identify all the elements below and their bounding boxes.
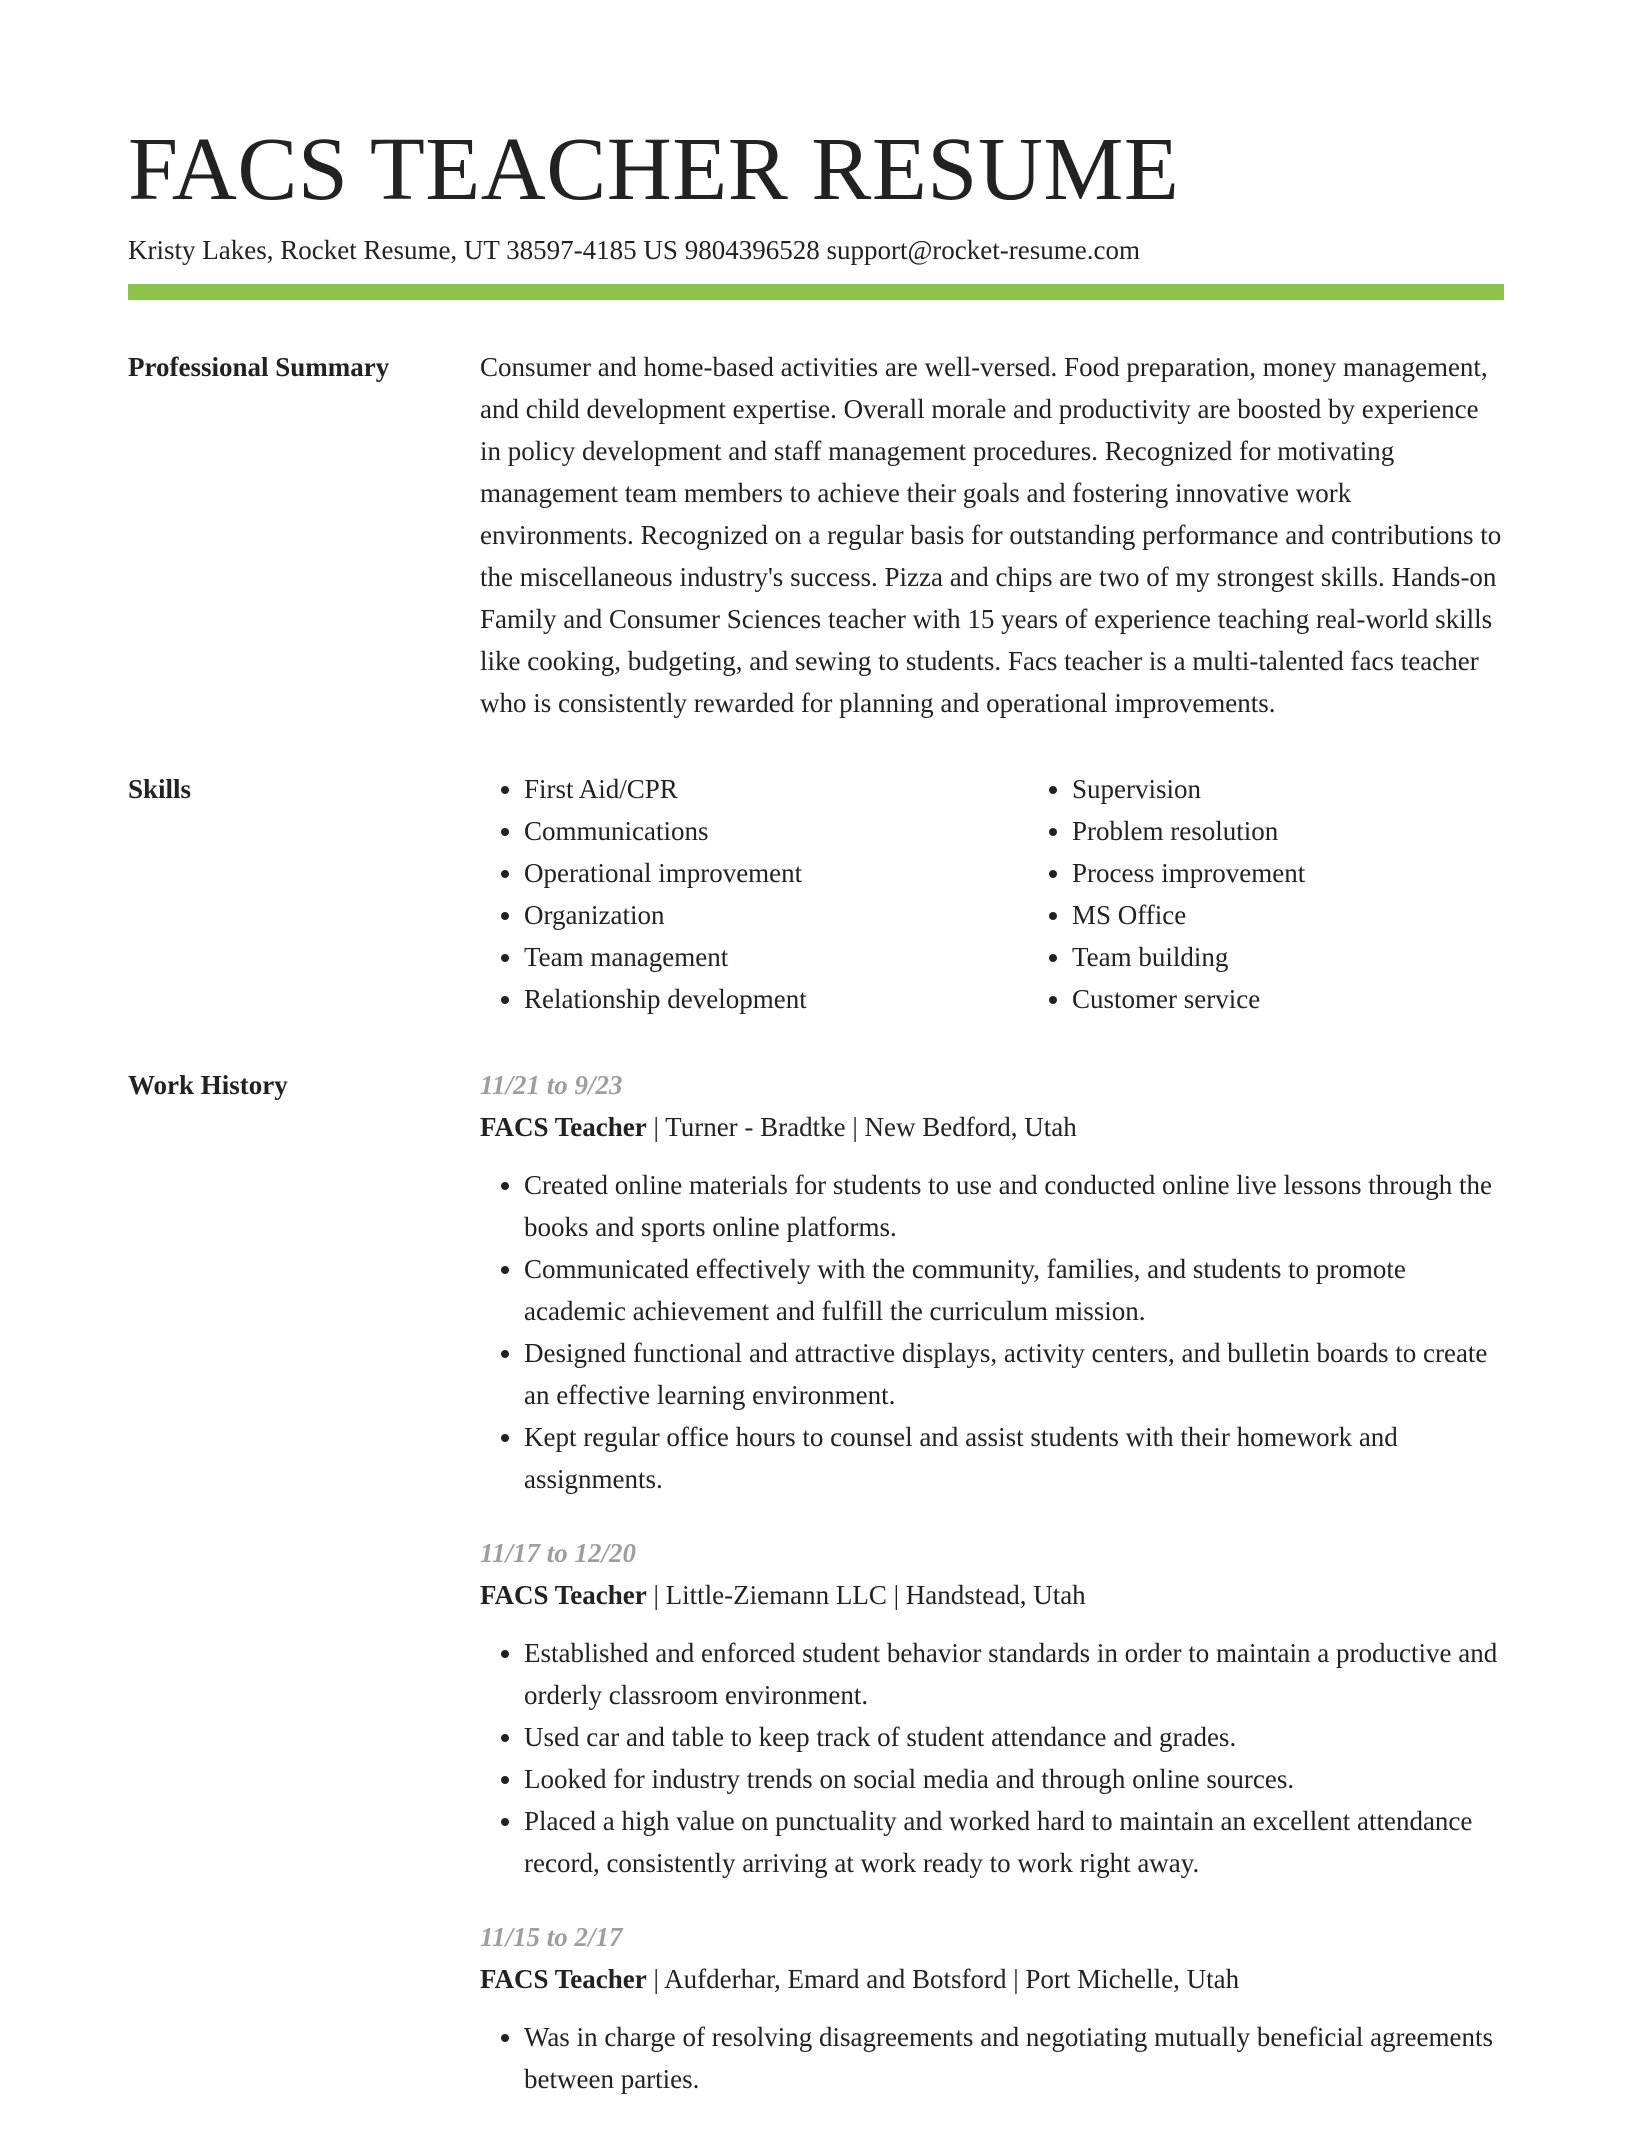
job-title: FACS Teacher: [480, 1112, 647, 1142]
skill-item: • Process improvement: [1072, 852, 1576, 894]
summary-text: Consumer and home-based activities are well-versed. Food preparation, money management, and child development expertise. Overall morale and productivity are boosted by experience in policy development and staff management procedures. Recognized for motivating management team members to achieve their goals and fostering innovative work environments. Recognized on a regular basis for outstanding performance and contributions to the miscellaneous industry's success. Pizza and chips are two of my strongest skills. Hands-on Family and Consumer Sciences teacher with 15 years of experience teaching real-world skills like cooking, budgeting, and sewing to students. Facs teacher is a multi-talented facs teacher who is consistently rewarded for planning and operational improvements.: [480, 352, 1502, 718]
job-details: | Aufderhar, Emard and Botsford | Port Michelle, Utah: [646, 1964, 1240, 1994]
professional-summary-section: [128, 346, 1504, 724]
skill-item: • Relationship development: [524, 978, 1028, 1020]
skills-section: [128, 768, 1504, 1020]
job-dates: 11/17 to 12/20: [480, 1538, 637, 1568]
job-bullet: • Looked for industry trends on social media and through online sources.: [524, 1758, 1504, 1800]
skill-item: • Operational improvement: [524, 852, 1028, 894]
skill-item: • Team building: [1072, 936, 1576, 978]
section-label-work-history: Work History: [128, 1070, 288, 1100]
skills-list-right: [1028, 768, 1576, 1020]
job-bullet-list: [480, 2016, 1504, 2100]
accent-divider: [128, 284, 1504, 300]
job-entry: [480, 1532, 1504, 1884]
skill-item: • First Aid/CPR: [524, 768, 1028, 810]
skill-item: • Supervision: [1072, 768, 1576, 810]
job-bullet: • Kept regular office hours to counsel and assist students with their homework and assignments.: [524, 1416, 1504, 1500]
job-bullet: • Used car and table to keep track of student attendance and grades.: [524, 1716, 1504, 1758]
job-bullet: • Established and enforced student behavior standards in order to maintain a productive and orderly classroom environment.: [524, 1632, 1504, 1716]
job-bullet: • Placed a high value on punctuality and worked hard to maintain an excellent attendance record, consistently arriving at work ready to work right away.: [524, 1800, 1504, 1884]
job-bullet: • Was in charge of resolving disagreements and negotiating mutually beneficial agreements between parties.: [524, 2016, 1504, 2100]
job-bullet-list: [480, 1632, 1504, 1884]
skill-item: • Customer service: [1072, 978, 1576, 1020]
work-history-section: [128, 1064, 1504, 2132]
skill-item: • Communications: [524, 810, 1028, 852]
skill-item: • Organization: [524, 894, 1028, 936]
job-bullet: • Created online materials for students to use and conducted online live lessons through the books and sports online platforms.: [524, 1164, 1504, 1248]
skill-item: • Team management: [524, 936, 1028, 978]
job-heading: [480, 1106, 1504, 1148]
job-heading: [480, 1574, 1504, 1616]
job-bullet: • Designed functional and attractive displays, activity centers, and bulletin boards to create an effective learning environment.: [524, 1332, 1504, 1416]
section-label-skills: Skills: [128, 774, 192, 804]
job-details: | Little-Ziemann LLC | Handstead, Utah: [646, 1580, 1086, 1610]
job-heading: [480, 1958, 1504, 2000]
contact-line: Kristy Lakes, Rocket Resume, UT 38597-4185 US 9804396528 support@rocket-resume.com: [128, 235, 1140, 265]
job-dates: 11/15 to 2/17: [480, 1922, 623, 1952]
job-bullet: • Communicated effectively with the community, families, and students to promote academic achievement and fulfill the curriculum mission.: [524, 1248, 1504, 1332]
skill-item: • Problem resolution: [1072, 810, 1576, 852]
skill-item: • MS Office: [1072, 894, 1576, 936]
job-bullet-list: [480, 1164, 1504, 1500]
skills-list-left: [480, 768, 1028, 1020]
job-dates: 11/21 to 9/23: [480, 1070, 623, 1100]
job-details: | Turner - Bradtke | New Bedford, Utah: [646, 1112, 1077, 1142]
job-title: FACS Teacher: [480, 1964, 647, 1994]
job-entry: [480, 1916, 1504, 2100]
job-title: FACS Teacher: [480, 1580, 647, 1610]
section-label-summary: Professional Summary: [128, 352, 390, 382]
job-entry: [480, 1064, 1504, 1500]
resume-title: FACS TEACHER RESUME: [128, 120, 1180, 219]
